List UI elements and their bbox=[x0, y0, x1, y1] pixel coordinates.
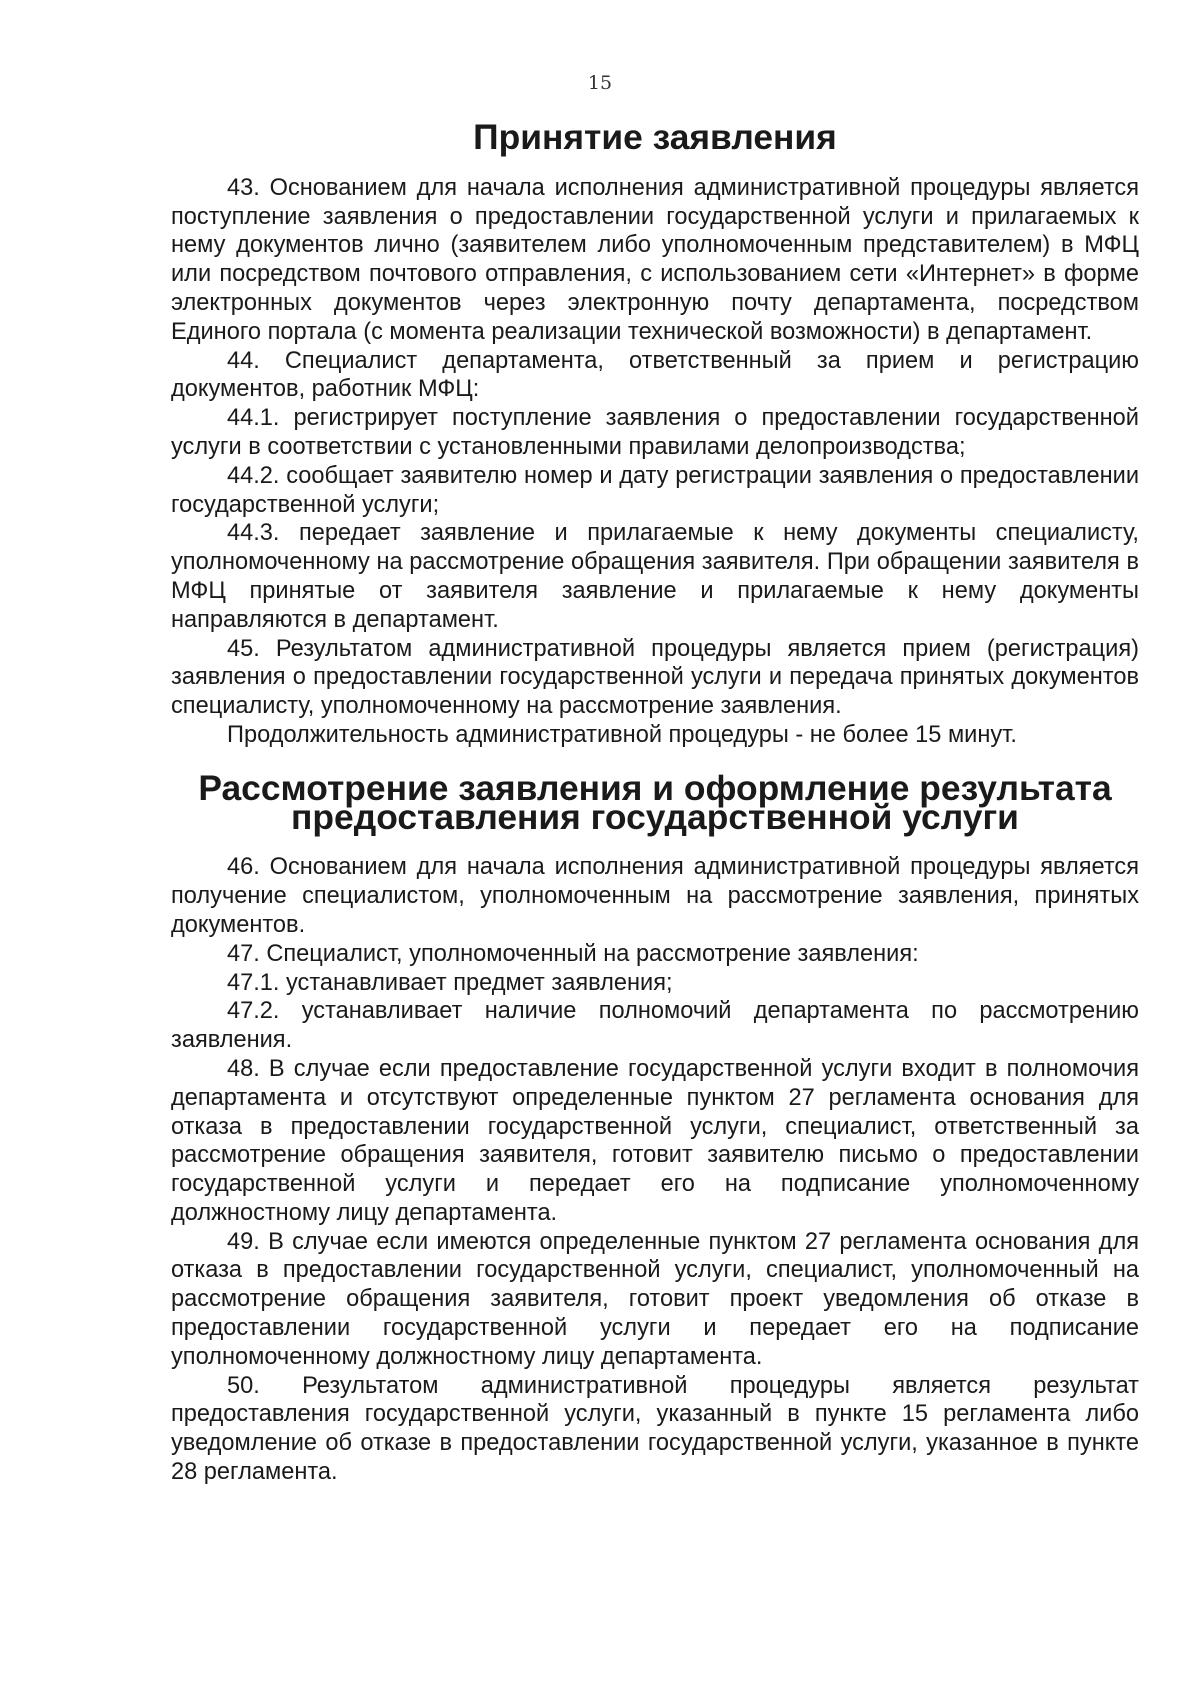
paragraph-46: 46. Основанием для начала исполнения административной процедуры является получение специалистом, уполномоченным на рассмотрение заявления, принятых документов. bbox=[171, 854, 1139, 938]
page-number: 15 bbox=[587, 72, 613, 94]
paragraph-44: 44. Специалист департамента, ответственный за прием и регистрацию документов, работник МФЦ: bbox=[171, 347, 1139, 403]
paragraph-50: 50. Результатом административной процедуры является результат предоставления государственной услуги, указанный в пункте 15 регламента либо уведомление об отказе в предоставлении государственной услуги, указанное в пункте 28 регламента. bbox=[171, 1372, 1139, 1486]
paragraph-47-2: 47.2. устанавливает наличие полномочий департамента по рассмотрению заявления. bbox=[171, 998, 1139, 1054]
paragraph-45: 45. Результатом административной процедуры является прием (регистрация) заявления о предоставлении государственной услуги и передача принятых документов специалисту, уполномоченному на рассмотрение заявления. bbox=[171, 635, 1139, 720]
paragraph-47-1: 47.1. устанавливает предмет заявления; bbox=[227, 969, 673, 996]
paragraph-47: 47. Специалист, уполномоченный на рассмотрение заявления: bbox=[227, 940, 919, 967]
paragraph-44-2: 44.2. сообщает заявителю номер и дату регистрации заявления о предоставлении государственной услуги; bbox=[171, 462, 1139, 518]
paragraph-44-1: 44.1. регистрирует поступление заявления о предоставлении государственной услуги в соответствии с установленными правилами делопроизводства; bbox=[171, 405, 1139, 460]
document-body bbox=[171, 117, 1139, 1487]
section-heading-application-acceptance: Принятие заявления bbox=[473, 117, 837, 157]
paragraph-48: 48. В случае если предоставление государственной услуги входит в полномочия департамента и отсутствуют определенные пунктом 27 регламента основания для отказа в предоставлении государственной услуги, специалист, ответственный за рассмотрение обращения заявителя, готовит заявителю письмо о предоставлении государственной услуги и передает его на подписание уполномоченному должностному лицу департамента. bbox=[171, 1055, 1139, 1226]
section-heading-application-review: Рассмотрение заявления и оформление результата предоставления государственной услуги bbox=[198, 767, 1112, 837]
paragraph-49: 49. В случае если имеются определенные пунктом 27 регламента основания для отказа в предоставлении государственной услуги, специалист, уполномоченный на рассмотрение обращения заявителя, готовит проект уведомления об отказе в предоставлении государственной услуги и передает его на подписание уполномоченному должностному лицу департамента. bbox=[171, 1228, 1139, 1370]
paragraph-duration: Продолжительность административной процедуры - не более 15 минут. bbox=[227, 721, 1017, 748]
paragraph-43: 43. Основанием для начала исполнения административной процедуры является поступление заявления о предоставлении государственной услуги и прилагаемых к нему документов лично (заявителем либо уполномоченным представителем) в МФЦ или посредством почтового отправления, с использованием сети «Интернет» в форме электронных документов через электронную почту департамента, посредством Единого портала (с момента реализации технической возможности) в департамент. bbox=[171, 174, 1139, 345]
paragraph-44-3: 44.3. передает заявление и прилагаемые к нему документы специалисту, уполномоченному на рассмотрение обращения заявителя. При обращении заявителя в МФЦ принятые от заявителя заявление и прилагаемые к нему документы направляются в департамент. bbox=[171, 520, 1139, 633]
